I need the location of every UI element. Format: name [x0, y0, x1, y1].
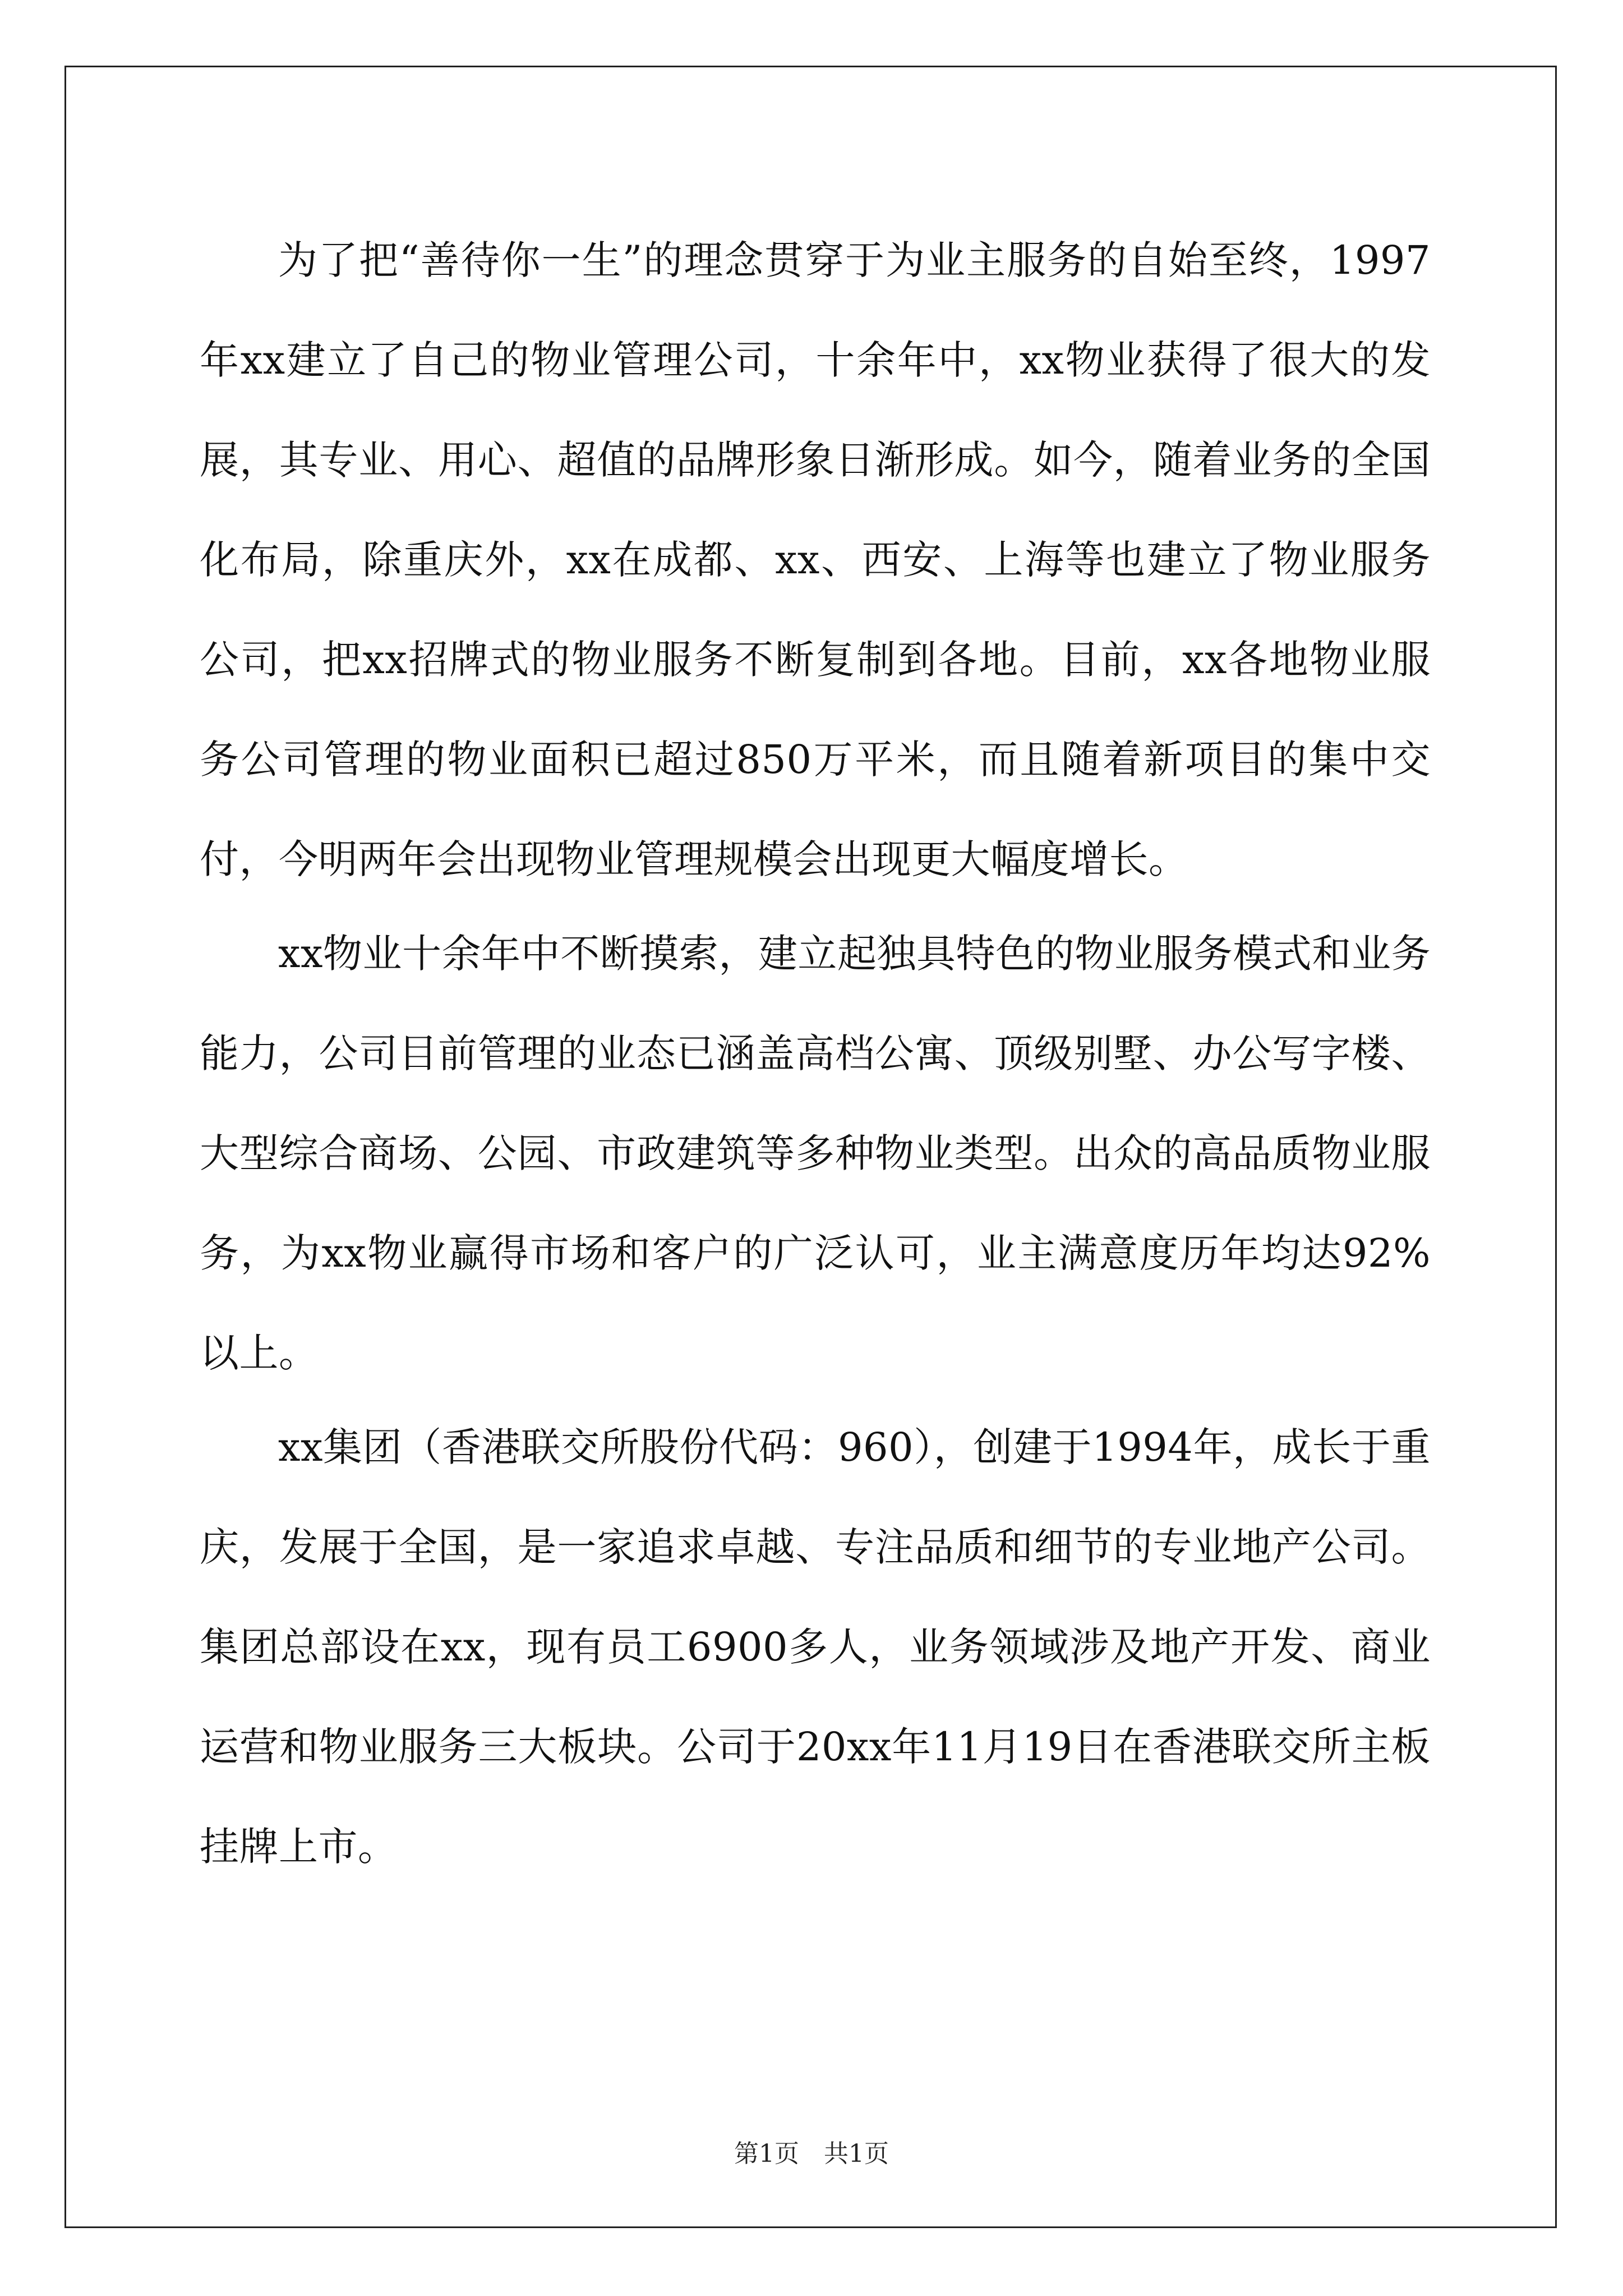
document-body [200, 210, 1431, 1891]
paragraph-3: xx集团（香港联交所股份代码：960），创建于1994年，成长于重庆，发展于全国，是一家追求卓越、专注品质和细节的专业地产公司。集团总部设在xx，现有员工6900多人，业务领域涉及地产开发、商业运营和物业服务三大板块。公司于20xx年11月19日在香港联交所主板挂牌上市。 [200, 1424, 1431, 1870]
paragraph-2: xx物业十余年中不断摸索，建立起独具特色的物业服务模式和业务能力，公司目前管理的业态已涵盖高档公寓、顶级别墅、办公写字楼、大型综合商场、公园、市政建筑等多种物业类型。出众的高品质物业服务，为xx物业赢得市场和客户的广泛认可，业主满意度历年均达92%以上。 [200, 931, 1431, 1376]
page-footer [0, 2137, 1623, 2171]
paragraph-1: 为了把“善待你一生”的理念贯穿于为业主服务的自始至终，1997年xx建立了自己的物业管理公司，十余年中，xx物业获得了很大的发展，其专业、用心、超值的品牌形象日渐形成。如今，随着业务的全国化布局，除重庆外，xx在成都、xx、西安、上海等也建立了物业服务公司，把xx招牌式的物业服务不断复制到各地。目前，xx各地物业服务公司管理的物业面积已超过850万平米，而且随着新项目的集中交付，今明两年会出现物业管理规模会出现更大幅度增长。 [200, 237, 1431, 882]
page-number: 第1页 共1页 [734, 2139, 889, 2168]
